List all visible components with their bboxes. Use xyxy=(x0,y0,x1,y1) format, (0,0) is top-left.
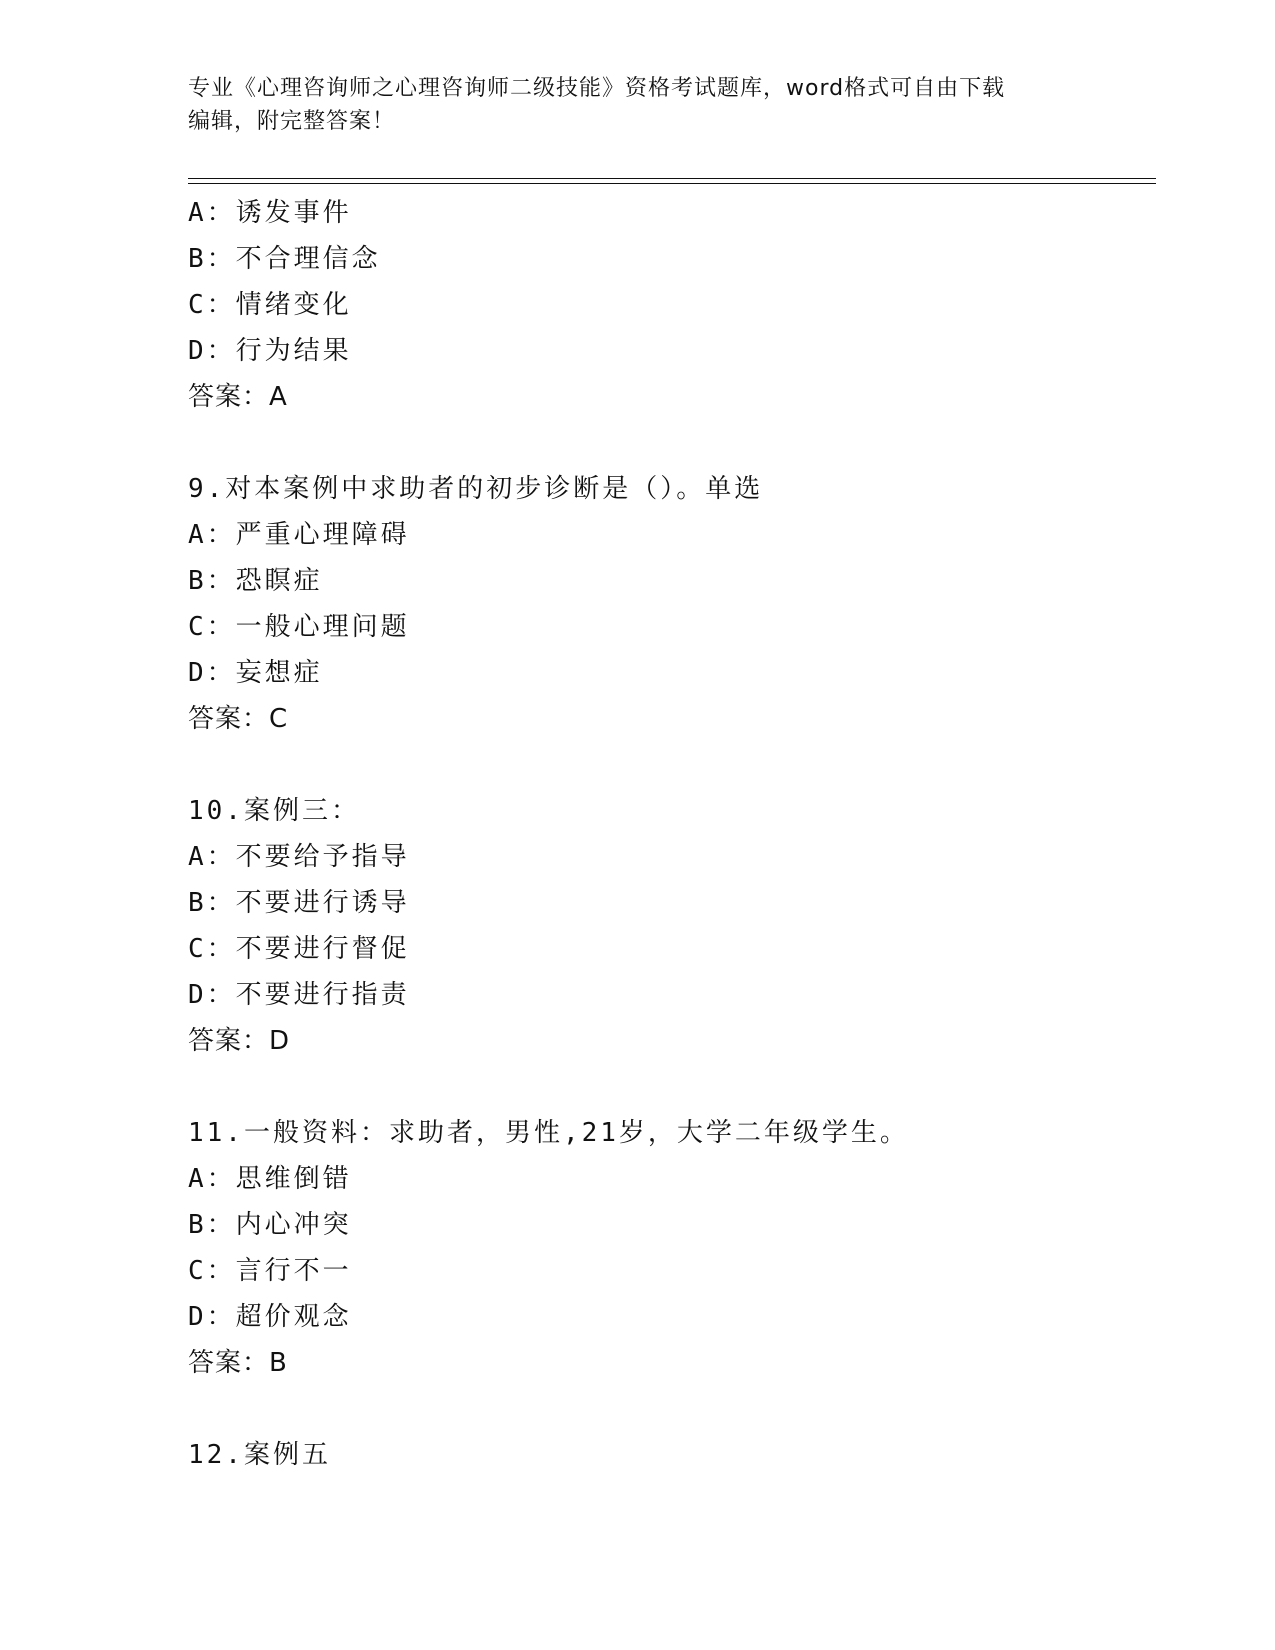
option-b: B：不合理信念 xyxy=(188,244,381,274)
answer: 答案：D xyxy=(188,1026,291,1056)
option-a: A：严重心理障碍 xyxy=(188,520,410,550)
question-8 xyxy=(188,190,1148,420)
question-text: 12.案例五 xyxy=(188,1440,331,1470)
answer: 答案：C xyxy=(188,704,289,734)
question-9 xyxy=(188,466,1148,742)
option-d: D：不要进行指责 xyxy=(188,980,410,1010)
header-divider-bottom xyxy=(188,183,1156,184)
option-d: D：超价观念 xyxy=(188,1302,352,1332)
option-c: C：情绪变化 xyxy=(188,290,352,320)
question-text: 11.一般资料：求助者，男性,21岁，大学二年级学生。 xyxy=(188,1118,909,1148)
question-10 xyxy=(188,788,1148,1064)
answer: 答案：B xyxy=(188,1348,288,1378)
answer: 答案：A xyxy=(188,382,288,412)
option-c: C：言行不一 xyxy=(188,1256,352,1286)
header-line-2: 编辑，附完整答案！ xyxy=(188,109,396,134)
question-12 xyxy=(188,1432,1148,1478)
header-divider-top xyxy=(188,178,1156,179)
question-11 xyxy=(188,1110,1148,1386)
option-d: D：妄想症 xyxy=(188,658,323,688)
option-a: A：诱发事件 xyxy=(188,198,352,228)
option-b: B：不要进行诱导 xyxy=(188,888,410,918)
question-text: 10.案例三： xyxy=(188,796,360,826)
option-b: B：恐瞑症 xyxy=(188,566,323,596)
question-list xyxy=(188,190,1148,1478)
option-c: C：一般心理问题 xyxy=(188,612,410,642)
option-d: D：行为结果 xyxy=(188,336,352,366)
option-a: A：不要给予指导 xyxy=(188,842,410,872)
question-text: 9.对本案例中求助者的初步诊断是（）。单选 xyxy=(188,474,764,504)
option-b: B：内心冲突 xyxy=(188,1210,352,1240)
option-a: A：思维倒错 xyxy=(188,1164,352,1194)
option-c: C：不要进行督促 xyxy=(188,934,410,964)
document-header xyxy=(188,72,1088,138)
header-line-1: 专业《心理咨询师之心理咨询师二级技能》资格考试题库，word格式可自由下载 xyxy=(188,76,1006,101)
